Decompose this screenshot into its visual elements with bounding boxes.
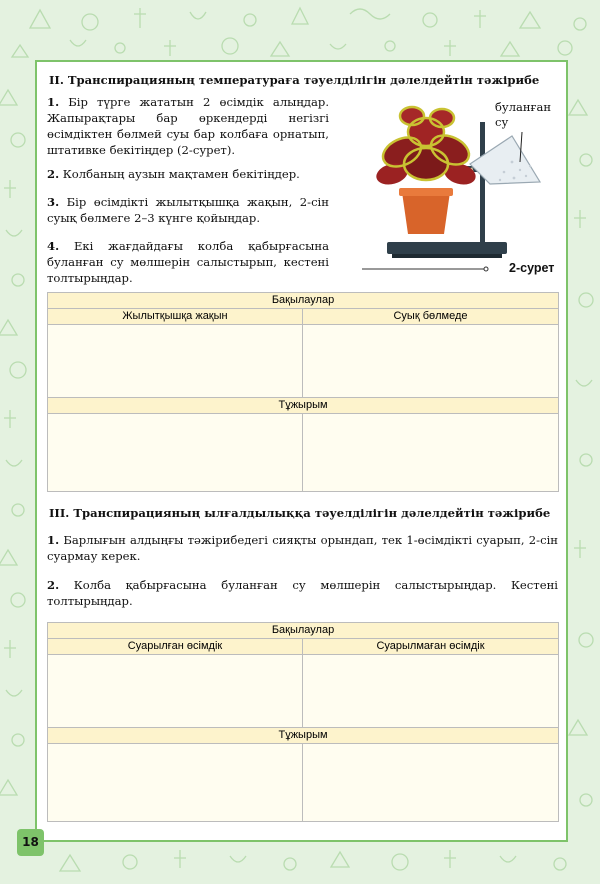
figure-annotation: буланған су	[495, 100, 552, 129]
table1-header: Бақылаулар	[48, 293, 559, 309]
table2-col-unwatered: Суарылмаған өсімдік	[303, 639, 559, 655]
table1-col-warm: Жылытқышқа жақын	[48, 309, 303, 325]
section2-step-2: 2. Колбаның аузын мақтамен бекітіңдер.	[47, 167, 300, 181]
section3-step-1: 1. Барлығын алдыңғы тәжірибедегі сияқты орындап, тек 1-өсімдікті суарып, 2-сін суармау керек.	[47, 533, 558, 563]
table2-col-watered: Суарылған өсімдік	[48, 639, 303, 655]
figure-caption: 2-сурет	[509, 261, 555, 275]
table2-input-unwatered[interactable]	[303, 655, 559, 728]
content-frame	[35, 60, 568, 842]
table2-header: Бақылаулар	[48, 623, 559, 639]
table1-input-cold[interactable]	[303, 325, 559, 398]
section2-step-4: 4. Екі жағдайдағы колба қабырғасына буланған су мөлшерін салыстырып, кестені толтырыңдар.	[47, 239, 329, 285]
table2-input-watered[interactable]	[48, 655, 303, 728]
observation-table-humidity	[47, 622, 559, 822]
table1-conclusion-input-left[interactable]	[48, 414, 303, 492]
table1-conclusion-header: Тұжырым	[48, 398, 559, 414]
table1-input-warm[interactable]	[48, 325, 303, 398]
observation-table-temperature	[47, 292, 559, 492]
section3-title: III. Транспирацияның ылғалдылыққа тәуелділігін дәлелдейтін тәжірибе	[49, 506, 551, 520]
page-number: 18	[17, 829, 44, 856]
section2-step-3: 3. Бір өсімдікті жылытқышқа жақын, 2-сін суық бөлмеге 2–3 күнге қойыңдар.	[47, 195, 329, 225]
section3-step-2: 2. Колба қабырғасына буланған су мөлшерін салыстырыңдар. Кестені толтырыңдар.	[47, 578, 559, 608]
section2-step-1: 1. Бір түрге жататын 2 өсімдік алыңдар. Жапырақтары бар өркендерді негізгі өсімдіктен бөлмей суы бар колбаға орнатып, штативке бекітіңдер (2-сурет).	[47, 95, 330, 157]
table2-conclusion-input-left[interactable]	[48, 744, 303, 822]
table2-conclusion-header: Тұжырым	[48, 728, 559, 744]
table1-col-cold: Суық бөлмеде	[303, 309, 559, 325]
table1-conclusion-input-right[interactable]	[303, 414, 559, 492]
table2-conclusion-input-right[interactable]	[303, 744, 559, 822]
section2-title: II. Транспирацияның температураға тәуелділігін дәлелдейтін тәжірибе	[49, 73, 540, 87]
